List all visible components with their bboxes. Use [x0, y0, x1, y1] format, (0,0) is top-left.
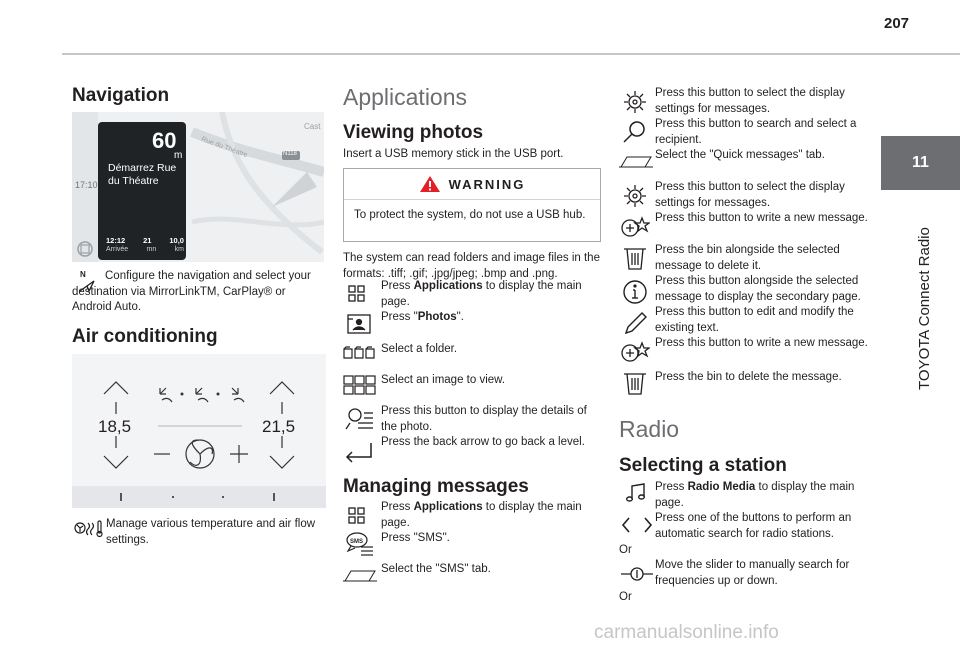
climate-screen	[72, 354, 326, 508]
step-edit-text: Press this button to edit and modify the existing text.	[655, 306, 854, 334]
svg-text:SMS: SMS	[350, 539, 364, 545]
formats-text: The system can read folders and image files in the formats: .tiff; .gif; .jpg/jpeg; .bmp and .png.	[343, 252, 600, 280]
new-message-icon-2	[620, 340, 650, 364]
insert-usb-text: Insert a USB memory stick in the USB port.	[343, 148, 564, 160]
step-photo-details: Press this button to display the details of the photo.	[381, 405, 587, 433]
or-label-1: Or	[619, 544, 632, 556]
watermark: carmanualsonline.info	[594, 622, 779, 643]
step-press-photos: Press "Photos".	[381, 311, 464, 323]
bin-icon-2	[622, 370, 648, 396]
step-write-new-message-2: Press this button to write a new message.	[655, 337, 868, 349]
msg-step-press-sms: Press "SMS".	[381, 532, 450, 544]
eta-km-label: km	[174, 246, 184, 253]
step-back-arrow: Press the back arrow to go back a level.	[381, 436, 585, 448]
seek-arrows-icon	[620, 515, 654, 535]
music-note-icon	[624, 482, 648, 504]
left-temperature: 18,5	[98, 417, 132, 436]
radio-title: Radio	[619, 416, 680, 442]
step-select-folder: Select a folder.	[381, 343, 458, 355]
quick-messages-tab-icon	[619, 153, 653, 169]
navigation-text: Configure the navigation and select your destination via MirrorLinkTM, CarPlay® or Android Auto.	[72, 270, 311, 313]
eta-km-value: 10,0	[169, 236, 184, 245]
eta-arrival-label: Arrivée	[106, 246, 129, 253]
chapter-title-text: TOYOTA Connect Radio	[916, 227, 933, 390]
climate-settings-icon	[72, 517, 106, 539]
frequency-slider-icon	[620, 564, 654, 584]
chapter-number: 11	[912, 154, 929, 171]
apps-grid-icon-2	[345, 505, 367, 527]
sms-icon	[345, 530, 375, 558]
eta-labels	[106, 246, 184, 253]
selecting-station-title: Selecting a station	[619, 455, 787, 476]
step-display-settings-2: Press this button to select the display settings for messages.	[655, 181, 845, 209]
guidance-distance: 60	[152, 128, 177, 153]
header-rule	[62, 53, 960, 55]
step-delete-message: Press the bin to delete the message.	[655, 371, 842, 383]
svg-text:N: N	[80, 270, 86, 279]
step-write-new-message: Press this button to write a new message.	[655, 212, 868, 224]
folders-icon	[343, 345, 377, 361]
image-grid-icon	[343, 374, 377, 396]
photo-details-icon	[345, 405, 375, 431]
chapter-tab	[881, 136, 960, 190]
eta-values	[106, 236, 184, 245]
step-delete-selected: Press the bin alongside the selected message to delete it.	[655, 244, 840, 272]
warning-header	[344, 169, 600, 200]
radio-step-manual-search: Move the slider to manually search for frequencies up or down.	[655, 559, 850, 587]
photos-icon	[344, 311, 374, 337]
bin-icon	[622, 245, 648, 271]
right-temperature: 21,5	[262, 417, 296, 436]
step-select-image: Select an image to view.	[381, 374, 506, 386]
step-display-settings: Press this button to select the display settings for messages.	[655, 87, 845, 115]
managing-messages-title: Managing messages	[343, 476, 529, 497]
info-icon	[621, 278, 649, 306]
search-icon	[620, 119, 650, 145]
sms-tab-icon	[343, 567, 377, 583]
navigation-screen	[72, 112, 324, 262]
display-settings-icon-2	[620, 182, 650, 210]
guidance-instruction: Démarrez Rue du Théatre	[108, 162, 177, 187]
guidance-distance-unit: m	[174, 150, 183, 161]
warning-icon	[419, 175, 441, 193]
clock: 17:10	[75, 180, 98, 190]
radio-step-press-radio-media: Press Radio Media to display the main page.	[655, 481, 855, 509]
radio-step-automatic-search: Press one of the buttons to perform an automatic search for radio stations.	[655, 512, 852, 540]
page-number: 207	[884, 15, 910, 32]
display-settings-icon	[620, 88, 650, 116]
back-arrow-icon	[345, 439, 375, 463]
msg-step-press-applications: Press Applications to display the main page.	[381, 501, 582, 529]
applications-title: Applications	[343, 84, 468, 110]
step-secondary-page: Press this button alongside the selected message to display the secondary page.	[655, 275, 861, 303]
air-conditioning-title: Air conditioning	[72, 326, 218, 347]
warning-title: WARNING	[448, 176, 526, 192]
edit-pencil-icon	[622, 311, 648, 337]
new-message-icon	[620, 215, 650, 239]
step-quick-messages: Select the "Quick messages" tab.	[655, 149, 825, 161]
step-search-recipient: Press this button to search and select a recipient.	[655, 118, 857, 146]
warning-text: To protect the system, do not use a USB hub.	[354, 209, 586, 221]
apps-grid-icon	[345, 283, 367, 305]
map-street-label: Rue du Théatre	[200, 135, 249, 160]
map-town-label: Cast	[304, 122, 321, 131]
eta-minutes-label: mn	[146, 246, 157, 253]
air-conditioning-text: Manage various temperature and air flow settings.	[106, 518, 316, 546]
or-label-2: Or	[619, 591, 632, 603]
msg-step-sms-tab: Select the "SMS" tab.	[381, 563, 491, 575]
warning-box	[343, 168, 601, 242]
viewing-photos-title: Viewing photos	[343, 122, 484, 143]
step-press-applications: Press Applications to display the main page.	[381, 280, 582, 308]
map-road-number: N118	[283, 151, 297, 157]
eta-arrival-value: 12:12	[106, 236, 126, 245]
navigation-title: Navigation	[72, 85, 170, 106]
eta-minutes-value: 21	[143, 236, 152, 245]
chapter-title	[916, 200, 936, 390]
